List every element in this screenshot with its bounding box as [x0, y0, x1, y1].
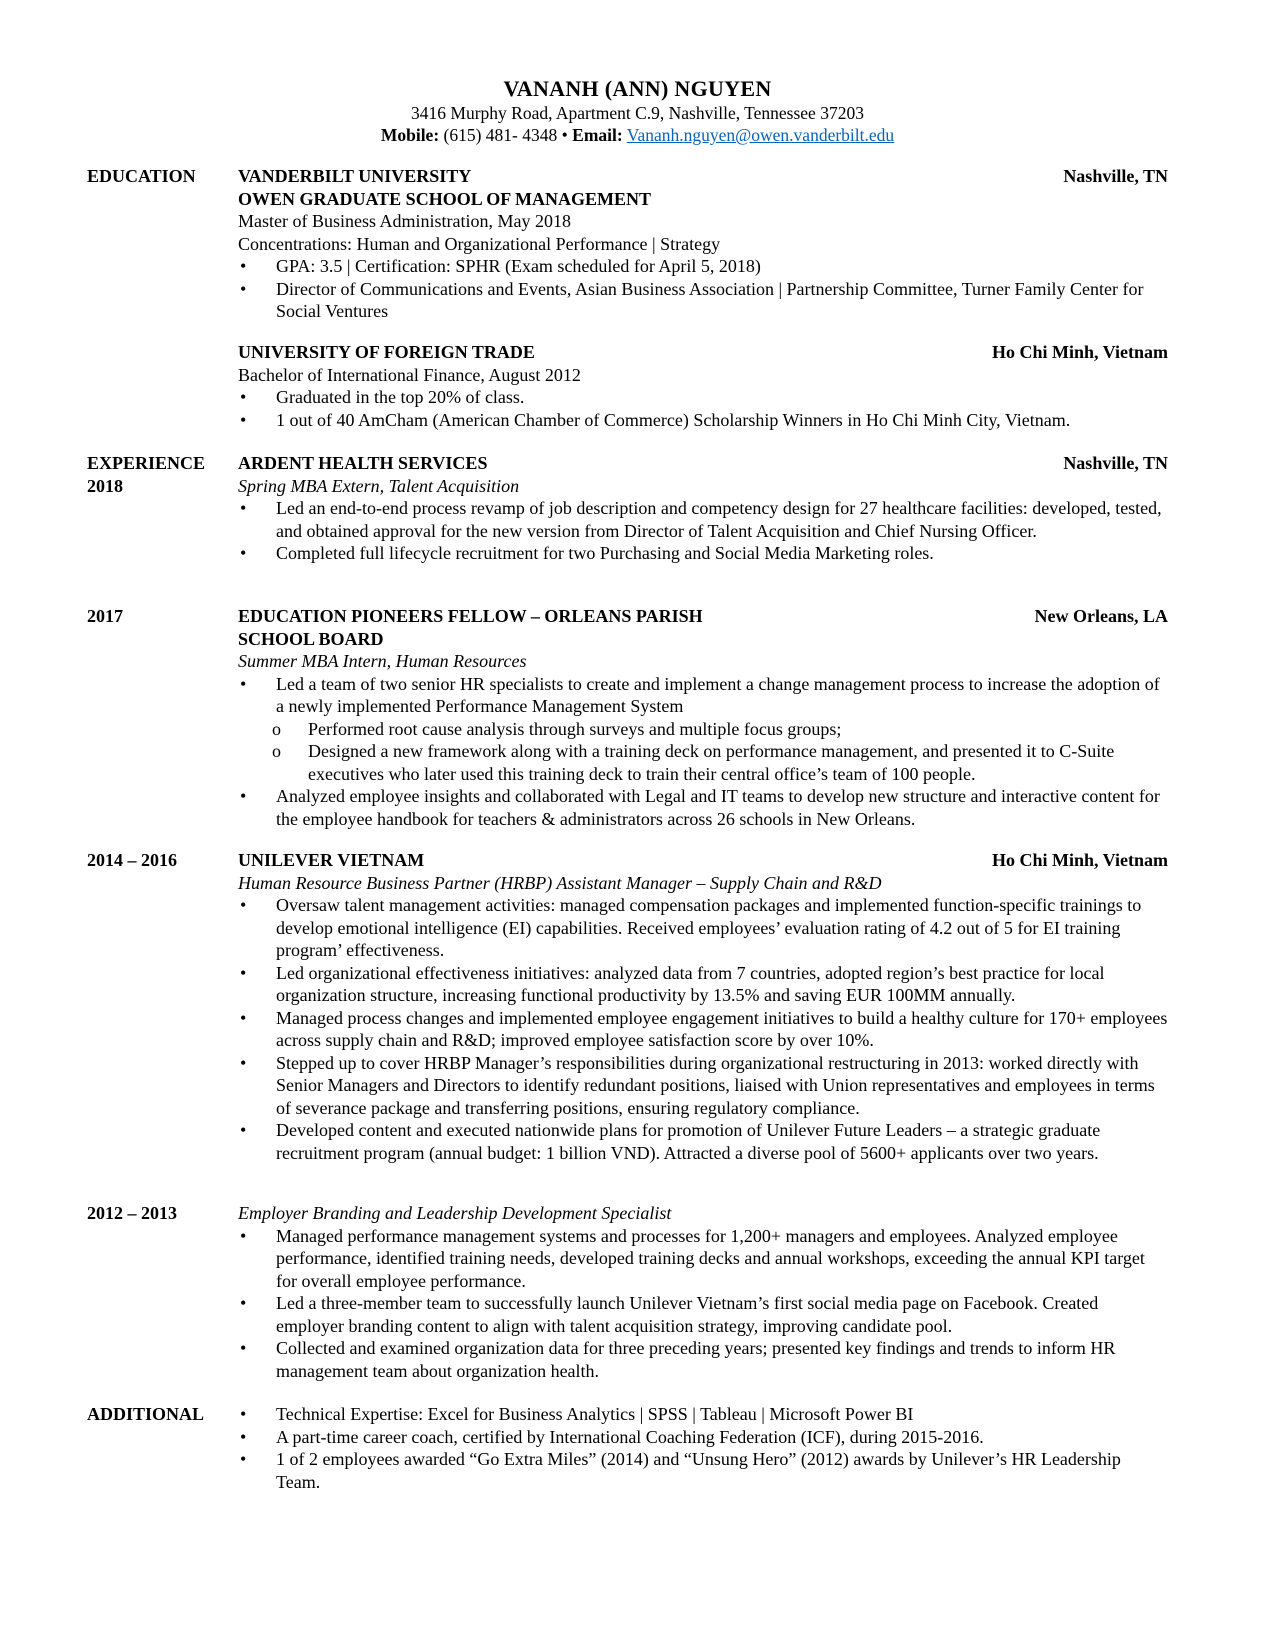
entry-vanderbilt [238, 165, 1168, 323]
entry-year: 2017 [87, 606, 123, 626]
list-item: • Director of Communications and Events, Asian Business Association | Partnership Committee, Turner Family Center for Social Ventures [238, 278, 1168, 323]
bullet-list [238, 255, 1168, 323]
section-label-education: EDUCATION [87, 166, 196, 186]
list-item: • Led an end-to-end process revamp of job description and competency design for 27 healthcare facilities: developed, tested, and obtained approval for the new version from Director of Talent Acquisition and Chief Nursing Officer. [238, 497, 1168, 542]
entry-specialist [238, 1202, 1168, 1382]
job-title: Summer MBA Intern, Human Resources [238, 651, 527, 671]
list-item: • 1 out of 40 AmCham (American Chamber of Commerce) Scholarship Winners in Ho Chi Minh City, Vietnam. [238, 409, 1168, 432]
bullet-text: • Led a team of two senior HR specialists to create and implement a change management process to increase the adoption of a newly implemented Performance Management System [276, 673, 1160, 716]
address: 3416 Murphy Road, Apartment C.9, Nashville, Tennessee 37203 [411, 103, 864, 123]
org-name: VANDERBILT UNIVERSITY [238, 166, 472, 186]
bullet-list [238, 1225, 1168, 1383]
list-item: • A part-time career coach, certified by International Coaching Federation (ICF), during 2015-2016. [238, 1426, 1168, 1449]
mobile-label: Mobile: [380, 125, 440, 145]
org-location: Nashville, TN [1063, 166, 1168, 186]
list-item: • Managed process changes and implemented employee engagement initiatives to build a healthy culture for 170+ employees across supply chain and R&D; improved employee satisfaction score by over 10%. [238, 1007, 1168, 1052]
candidate-name: VANANH (ANN) NGUYEN [503, 76, 772, 101]
list-item: • 1 of 2 employees awarded “Go Extra Miles” (2014) and “Unsung Hero” (2012) awards by Unilever’s HR Leadership Team. [238, 1448, 1168, 1493]
bullet-list [238, 673, 1168, 718]
job-title: Spring MBA Extern, Talent Acquisition [238, 475, 520, 496]
entry-additional [238, 1403, 1168, 1493]
bullet-list [238, 894, 1168, 1164]
list-item: • Stepped up to cover HRBP Manager’s responsibilities during organizational restructuring in 2013: worked directly with Senior Managers and Directors to identify redundant positions, liaised with Union representatives and employees in terms of severance package and transferring positions, ensuring regulatory compliance. [238, 1052, 1168, 1120]
org-subname: OWEN GRADUATE SCHOOL OF MANAGEMENT [238, 188, 652, 209]
list-item: • Analyzed employee insights and collaborated with Legal and IT teams to develop new structure and interactive content for the employee handbook for teachers & administrators across 26 schools in New Orleans. [238, 785, 1168, 830]
section-label-experience: EXPERIENCE [87, 453, 206, 473]
org-name: UNILEVER VIETNAM [238, 850, 425, 870]
entry-ardent [238, 452, 1168, 565]
list-item: • Led organizational effectiveness initiatives: analyzed data from 7 countries, adopted region’s best practice for local organization structure, increasing functional productivity by 13.5% and saving EUR 100MM annually. [238, 962, 1168, 1007]
email-label: Email: [572, 125, 623, 145]
concentrations: Concentrations: Human and Organizational Performance | Strategy [238, 233, 721, 254]
degree: Bachelor of International Finance, August 2012 [238, 364, 581, 385]
list-item: • Technical Expertise: Excel for Business Analytics | SPSS | Tableau | Microsoft Power BI [238, 1403, 1168, 1426]
job-title: Human Resource Business Partner (HRBP) Assistant Manager – Supply Chain and R&D [238, 872, 882, 893]
contact-line [0, 124, 1275, 146]
list-item: • Graduated in the top 20% of class. [238, 386, 1168, 409]
sub-bullet-list [238, 718, 1168, 786]
list-item: • GPA: 3.5 | Certification: SPHR (Exam scheduled for April 5, 2018) [238, 255, 1168, 278]
list-item: • Oversaw talent management activities: managed compensation packages and implemented function-specific trainings to develop emotional intelligence (EI) capabilities. Received employees’ evaluation rating of 4.2 out of 5 for EI training program’ effectiveness. [238, 894, 1168, 962]
job-title: Employer Branding and Leadership Development Specialist [238, 1203, 672, 1223]
org-name: ARDENT HEALTH SERVICES [238, 453, 488, 473]
list-item: • Completed full lifecycle recruitment for two Purchasing and Social Media Marketing roles. [238, 542, 1168, 565]
bullet-list [238, 1403, 1168, 1493]
org-subname: SCHOOL BOARD [238, 628, 384, 649]
org-name: EDUCATION PIONEERS FELLOW – ORLEANS PARISH [238, 606, 703, 626]
bullet-list [238, 785, 1168, 830]
list-item [238, 673, 1168, 718]
list-item: • Managed performance management systems and processes for 1,200+ managers and employees. Analyzed employee performance, identified training needs, developed training decks and annual workshops, exceeding the annual KPI target for overall employee performance. [238, 1225, 1168, 1293]
resume-header [0, 76, 1275, 146]
entry-uft [238, 341, 1168, 431]
mobile-number: (615) 481- 4348 [443, 125, 558, 145]
email-link[interactable]: Vananh.nguyen@owen.vanderbilt.edu [626, 125, 895, 145]
entry-year: 2014 – 2016 [87, 850, 177, 870]
bullet-list [238, 386, 1168, 431]
section-label-additional: ADDITIONAL [87, 1404, 205, 1424]
entry-year: 2012 – 2013 [87, 1203, 177, 1223]
sub-list-item: o Designed a new framework along with a training deck on performance management, and presented it to C-Suite executives who later used this training deck to train their central office’s team of 100 people. [238, 740, 1168, 785]
org-name: UNIVERSITY OF FOREIGN TRADE [238, 342, 535, 362]
bullet-list [238, 497, 1168, 565]
org-location: Nashville, TN [1063, 453, 1168, 473]
degree: Master of Business Administration, May 2018 [238, 211, 571, 231]
list-item: • Led a three-member team to successfully launch Unilever Vietnam’s first social media page on Facebook. Created employer branding content to align with talent acquisition strategy, improving candidate pool. [238, 1292, 1168, 1337]
entry-education-pioneers [238, 605, 1168, 830]
org-location: Ho Chi Minh, Vietnam [991, 342, 1168, 362]
sub-list-item: o Performed root cause analysis through surveys and multiple focus groups; [238, 718, 1168, 741]
org-location: Ho Chi Minh, Vietnam [991, 850, 1168, 870]
org-location: New Orleans, LA [1034, 606, 1168, 626]
entry-unilever [238, 849, 1168, 1164]
contact-separator: • [557, 125, 573, 145]
entry-year: 2018 [87, 475, 123, 496]
list-item: • Collected and examined organization data for three preceding years; presented key findings and trends to inform HR management team about organization health. [238, 1337, 1168, 1382]
list-item: • Developed content and executed nationwide plans for promotion of Unilever Future Leaders – a strategic graduate recruitment program (annual budget: 1 billion VND). Attracted a diverse pool of 5600+ applicants over two years. [238, 1119, 1168, 1164]
